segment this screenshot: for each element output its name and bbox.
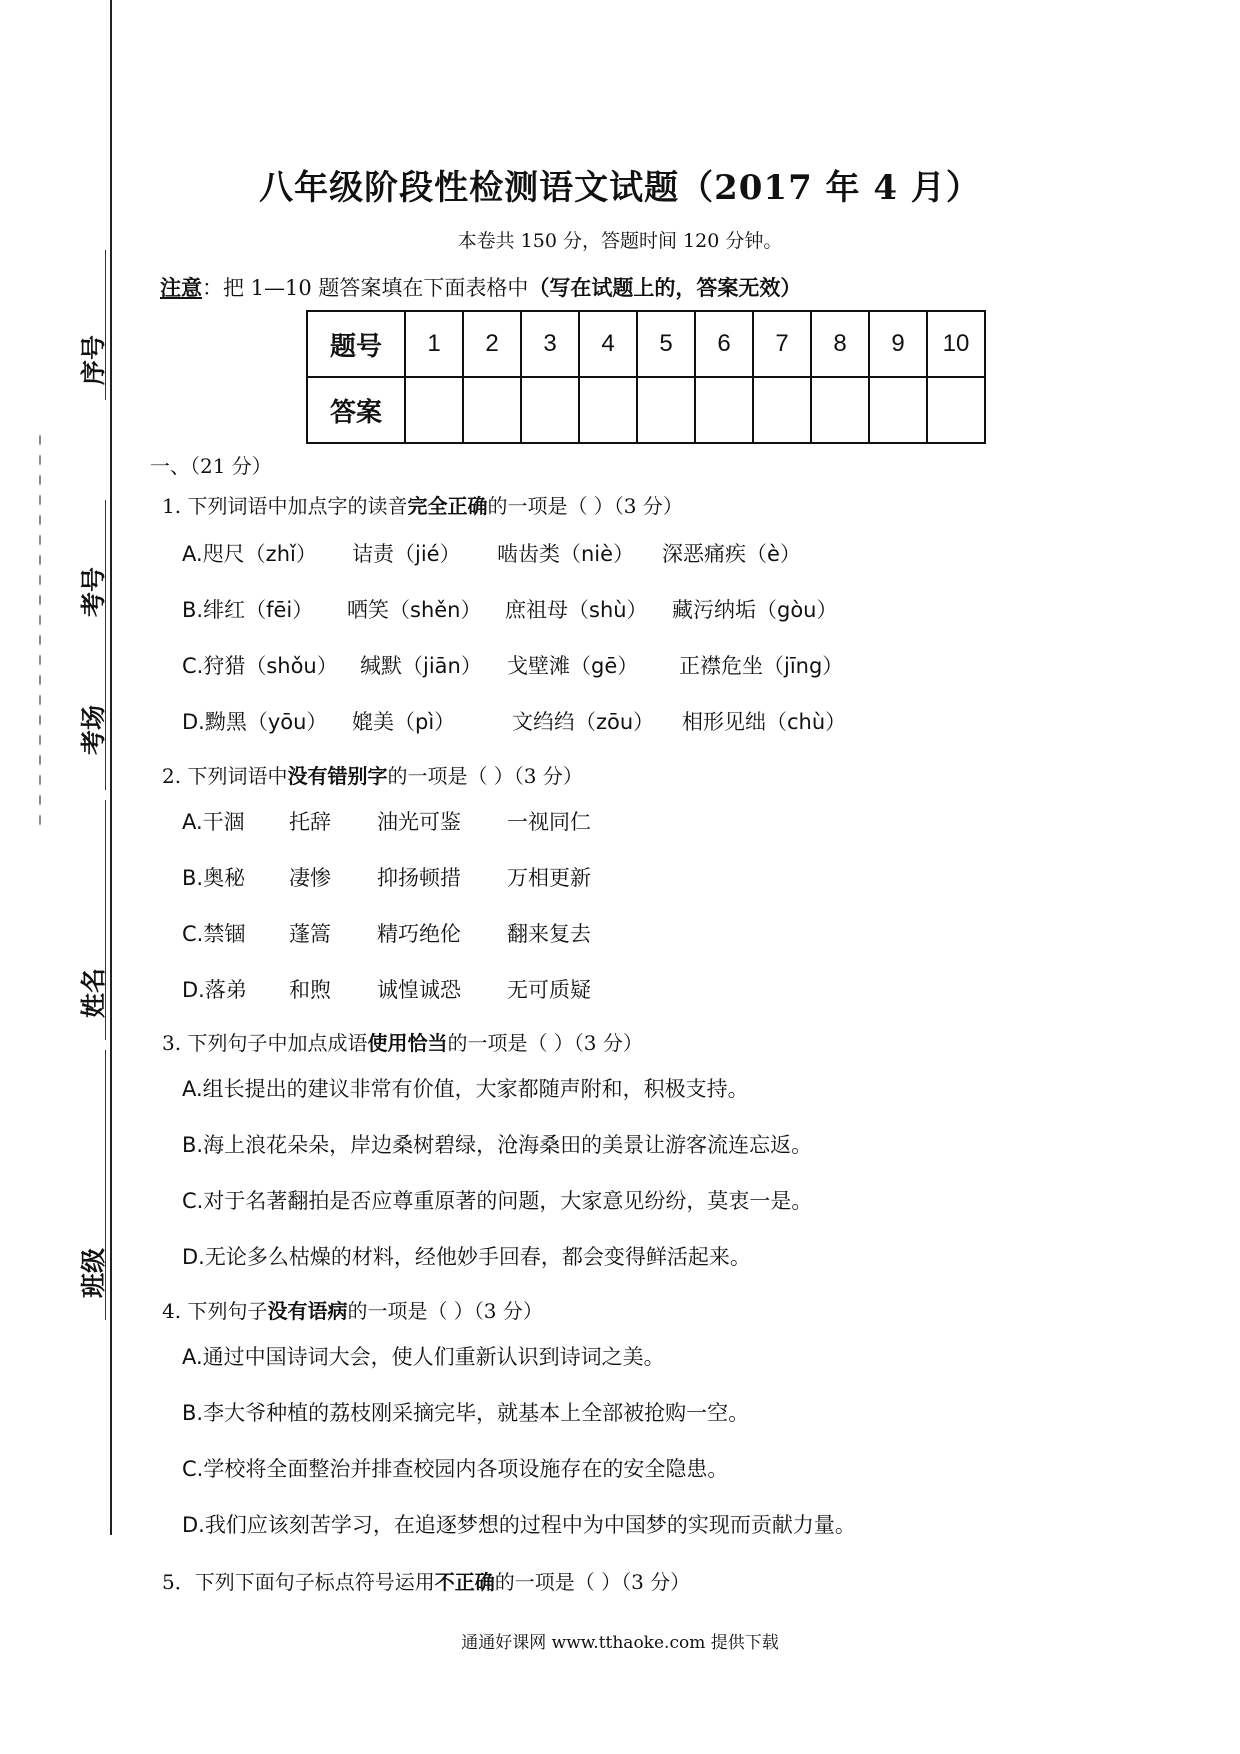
question-5-stem xyxy=(162,1566,690,1595)
q1-option-d xyxy=(182,706,846,736)
option-item: 油光可鉴 xyxy=(377,810,461,834)
stem-text: 的一项是（ ）（3 分） xyxy=(487,494,683,518)
field-serial xyxy=(75,250,109,400)
field-label: 姓名 xyxy=(79,967,108,1018)
option-item: 媲美（pì） xyxy=(352,710,456,734)
question-number: 8 xyxy=(811,311,869,377)
option-item: B.奥秘 xyxy=(182,866,246,890)
footer-credit: 通通好课网 www.tthaoke.com 提供下载 xyxy=(461,1633,779,1653)
option-item: A.咫尺（zhǐ） xyxy=(182,542,317,566)
question-number: 2 xyxy=(463,311,521,377)
option-item: D.落弟 xyxy=(182,978,247,1002)
option-item: 戈壁滩（gē） xyxy=(507,654,639,678)
option-item: 精巧绝伦 xyxy=(377,922,461,946)
stem-text: 2. 下列词语中 xyxy=(162,764,288,788)
q3-option-c: C.对于名著翻拍是否应尊重原著的问题，大家意见纷纷，莫衷一是。 xyxy=(182,1189,813,1213)
answer-cell[interactable] xyxy=(579,377,637,443)
stem-text: 的一项是（ ）（3 分） xyxy=(347,1299,543,1323)
option-item: 相形见绌（chù） xyxy=(682,710,847,734)
field-label: 考场 xyxy=(79,704,108,755)
field-exam-number xyxy=(75,500,109,630)
q4-option-d: D.我们应该刻苦学习，在追逐梦想的过程中为中国梦的实现而贡献力量。 xyxy=(182,1513,856,1537)
q1-option-b xyxy=(182,594,838,624)
field-name xyxy=(75,800,109,1040)
notice-bold: （写在试题上的，答案无效） xyxy=(528,275,802,300)
answer-cell[interactable] xyxy=(927,377,985,443)
option-item: B.绯红（fēi） xyxy=(182,598,314,622)
question-number: 9 xyxy=(869,311,927,377)
answer-table xyxy=(306,310,986,444)
stem-text: 的一项是（ ）（3 分） xyxy=(494,1570,691,1594)
field-exam-room xyxy=(75,630,109,790)
option-item: 啮齿类（niè） xyxy=(497,542,635,566)
row-header: 答案 xyxy=(307,377,405,443)
question-number: 4 xyxy=(579,311,637,377)
field-label: 班级 xyxy=(79,1247,108,1298)
stem-text: 3. 下列句子中加点成语 xyxy=(162,1031,368,1055)
question-number: 6 xyxy=(695,311,753,377)
option-item: 庶祖母（shù） xyxy=(505,598,648,622)
q1-option-a xyxy=(182,538,801,568)
notice-text: ：把 1—10 题答案填在下面表格中 xyxy=(202,276,529,300)
number-row xyxy=(307,311,985,377)
section-heading: 一、（21 分） xyxy=(150,454,272,478)
q4-option-b: B.李大爷种植的荔枝刚采摘完毕，就基本上全部被抢购一空。 xyxy=(182,1401,750,1425)
option-item: C.禁锢 xyxy=(182,922,246,946)
field-label: 序号 xyxy=(79,334,108,385)
q3-option-a: A.组长提出的建议非常有价值，大家都随声附和，积极支持。 xyxy=(182,1077,749,1101)
option-item: 托辞 xyxy=(289,810,331,834)
q3-option-b: B.海上浪花朵朵，岸边桑树碧绿，沧海桑田的美景让游客流连忘返。 xyxy=(182,1133,813,1157)
stem-emphasis: 使用恰当 xyxy=(367,1031,448,1055)
answer-cell[interactable] xyxy=(811,377,869,443)
stem-text: 5．下列下面句子标点符号运用 xyxy=(162,1570,435,1594)
option-item: 无可质疑 xyxy=(507,978,591,1002)
option-item: 正襟危坐（jīng） xyxy=(679,654,844,678)
option-item: 诚惶诚恐 xyxy=(377,978,461,1002)
stem-text: 的一项是（ ）（3 分） xyxy=(447,1031,643,1055)
field-class xyxy=(75,1050,109,1320)
option-item: 凄惨 xyxy=(289,866,331,890)
question-number: 10 xyxy=(927,311,985,377)
question-1-stem xyxy=(162,490,683,519)
q2-option-d xyxy=(182,974,591,1004)
q1-option-c xyxy=(182,650,843,680)
question-number: 5 xyxy=(637,311,695,377)
answer-cell[interactable] xyxy=(695,377,753,443)
option-item: D.黝黑（yōu） xyxy=(182,710,328,734)
q4-option-c: C.学校将全面整治并排查校园内各项设施存在的安全隐患。 xyxy=(182,1457,729,1481)
q2-option-b xyxy=(182,862,591,892)
q2-option-a xyxy=(182,806,591,836)
notice xyxy=(160,272,801,302)
option-item: 万相更新 xyxy=(507,866,591,890)
stem-emphasis: 没有错别字 xyxy=(287,764,388,788)
field-label: 考号 xyxy=(79,566,108,617)
question-3-stem xyxy=(162,1027,643,1056)
q4-option-a: A.通过中国诗词大会，使人们重新认识到诗词之美。 xyxy=(182,1345,665,1369)
question-number: 7 xyxy=(753,311,811,377)
answer-cell[interactable] xyxy=(405,377,463,443)
stem-emphasis: 不正确 xyxy=(434,1570,495,1594)
option-item: 翻来复去 xyxy=(507,922,591,946)
answer-cell[interactable] xyxy=(869,377,927,443)
question-number: 3 xyxy=(521,311,579,377)
option-item: 深恶痛疾（è） xyxy=(662,542,801,566)
q3-option-d: D.无论多么枯燥的材料，经他妙手回春，都会变得鲜活起来。 xyxy=(182,1245,751,1269)
option-item: 蓬篙 xyxy=(289,922,331,946)
stem-text: 的一项是（ ）（3 分） xyxy=(387,764,583,788)
option-item: 哂笑（shěn） xyxy=(347,598,482,622)
option-item: 抑扬顿措 xyxy=(377,866,461,890)
option-item: 藏污纳垢（gòu） xyxy=(672,598,838,622)
stem-emphasis: 完全正确 xyxy=(407,494,488,518)
page-title: 八年级阶段性检测语文试题（2017 年 4 月） xyxy=(259,168,981,208)
perforation-dots xyxy=(38,430,42,830)
answer-cell[interactable] xyxy=(521,377,579,443)
q2-option-c xyxy=(182,918,591,948)
stem-text: 1. 下列词语中加点字的读音 xyxy=(162,494,408,518)
question-4-stem xyxy=(162,1295,543,1324)
option-item: 缄默（jiān） xyxy=(360,654,482,678)
option-item: 诘责（jié） xyxy=(352,542,461,566)
answer-cell[interactable] xyxy=(753,377,811,443)
option-item: 一视同仁 xyxy=(507,810,591,834)
stem-text: 4. 下列句子 xyxy=(162,1299,268,1323)
option-item: C.狩猎（shǒu） xyxy=(182,654,338,678)
option-item: 文绉绉（zōu） xyxy=(512,710,655,734)
exam-subtitle: 本卷共 150 分，答题时间 120 分钟。 xyxy=(457,230,783,252)
question-number: 1 xyxy=(405,311,463,377)
option-item: A.干涸 xyxy=(182,810,245,834)
notice-label: 注意 xyxy=(160,275,202,300)
answer-cell[interactable] xyxy=(463,377,521,443)
option-item: 和煦 xyxy=(289,978,331,1002)
question-2-stem xyxy=(162,760,583,789)
answer-row xyxy=(307,377,985,443)
stem-emphasis: 没有语病 xyxy=(267,1299,348,1323)
answer-cell[interactable] xyxy=(637,377,695,443)
row-header: 题号 xyxy=(307,311,405,377)
